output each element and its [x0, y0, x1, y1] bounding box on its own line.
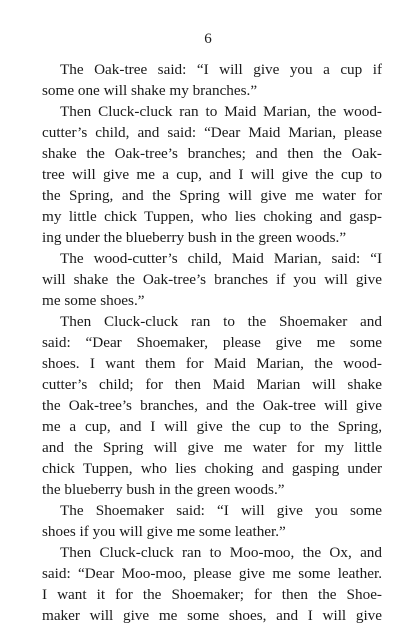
text-line: me a cup, and I will give the cup to the Spring, — [42, 418, 382, 435]
text-line: chick Tuppen, who lies choking and gasping under — [42, 460, 382, 477]
text-line: the Spring, and the Spring will give me water for — [42, 187, 382, 204]
text-line: the Oak-tree’s branches, and the Oak-tree will give — [42, 397, 382, 414]
page-number: 6 — [204, 31, 212, 47]
text-line: Then Cluck-cluck ran to the Shoemaker and — [60, 313, 382, 330]
text-line: the blueberry bush in the green woods.” — [42, 481, 285, 498]
text-line: cutter’s child, and said: “Dear Maid Marian, please — [42, 124, 382, 141]
text-line: shake the Oak-tree’s branches; and then the Oak- — [42, 145, 382, 162]
text-line: cutter’s child; for then Maid Marian will shake — [42, 376, 382, 393]
text-line: Then Cluck-cluck ran to Moo-moo, the Ox, and — [60, 544, 382, 561]
text-line: The wood-cutter’s child, Maid Marian, said: “I — [60, 250, 382, 267]
text-line: said: “Dear Shoemaker, please give me some — [42, 334, 382, 351]
text-line: shoes if you will give me some leather.” — [42, 523, 286, 540]
text-line: my little chick Tuppen, who lies choking and gasp- — [42, 208, 382, 225]
text-line: ing under the blueberry bush in the green woods.” — [42, 229, 347, 246]
text-line: tree will give me a cup, and I will give the cup to — [42, 166, 382, 183]
text-line: The Oak-tree said: “I will give you a cup if — [60, 61, 382, 78]
text-line: will shake the Oak-tree’s branches if you will give — [42, 271, 382, 288]
text-line: some one will shake my branches.” — [42, 82, 258, 99]
text-line: The Shoemaker said: “I will give you some — [60, 502, 382, 519]
text-line: and the Spring will give me water for my little — [42, 439, 382, 456]
text-line: Then Cluck-cluck ran to Maid Marian, the wood- — [60, 103, 382, 120]
text-line: me some shoes.” — [42, 292, 145, 309]
body-text — [42, 59, 382, 626]
text-line: shoes. I want them for Maid Marian, the wood- — [42, 355, 382, 372]
text-line: I want it for the Shoemaker; for then the Shoe- — [42, 586, 382, 603]
text-line: maker will give me some shoes, and I will give — [42, 607, 382, 624]
text-line: said: “Dear Moo-moo, please give me some leather. — [42, 565, 382, 582]
